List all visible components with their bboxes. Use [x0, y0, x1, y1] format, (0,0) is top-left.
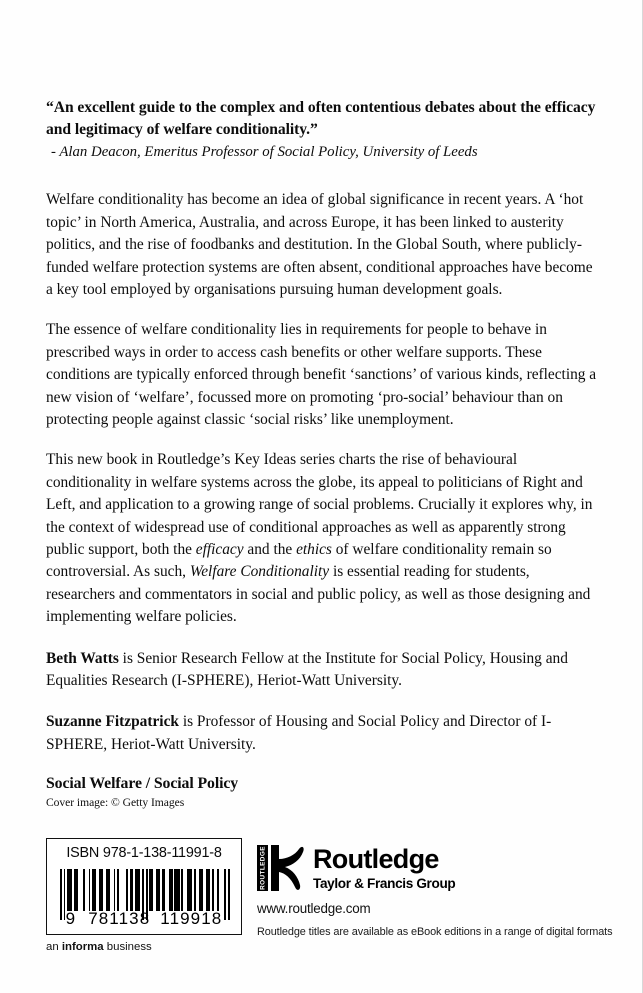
subject-category: Social Welfare / Social Policy	[46, 775, 239, 792]
informa-prefix: an	[46, 941, 62, 953]
publisher-website: www.routledge.com	[257, 900, 371, 916]
endorsement-attribution: - Alan Deacon, Emeritus Professor of Social Policy, University of Leeds	[51, 144, 478, 161]
publisher-group: Taylor & Francis Group	[313, 876, 456, 891]
publisher-logo-block	[257, 845, 455, 916]
blurb-paragraph-1: Welfare conditionality has become an idea of global significance in recent years. A ‘hot topic’ in North America, Australia, and across Europe, it has been linked to austerity politics, and the rise of foodbanks and destitution. In the Global South, where publicly-funded welfare protection systems are often absent, conditional approaches have become a key tool employed by organisations pursuing human development goals.	[46, 191, 593, 298]
informa-business-line	[46, 941, 152, 953]
barcode-bars	[60, 869, 230, 911]
routledge-wordmark	[305, 845, 455, 892]
barcode-digits	[47, 909, 241, 929]
author-bio-beth-watts	[46, 648, 598, 693]
informa-brand: informa	[61, 941, 104, 953]
isbn-label: ISBN 978-1-138-11991-8	[66, 845, 222, 861]
barcode-digit-group-2: 781138	[88, 909, 151, 928]
routledge-vertical-label: ROUTLEDGE	[259, 846, 266, 890]
cover-text-content	[46, 97, 598, 756]
author-bio-suzanne-fitzpatrick	[46, 711, 598, 756]
isbn-barcode	[46, 838, 242, 935]
blurb-p3-italic-efficacy: efficacy	[195, 540, 244, 558]
publisher-name: Routledge	[313, 844, 439, 874]
barcode-digit-group-3: 119918	[160, 909, 223, 928]
barcode-digit-group-1: 9	[65, 909, 77, 928]
blurb-paragraph-3	[46, 449, 598, 628]
cover-image-credit: Cover image: © Getty Images	[46, 796, 185, 809]
subject-block	[46, 775, 446, 809]
author-description-suzanne-fitzpatrick: is Professor of Housing and Social Policy and Director of I-SPHERE, Heriot-Watt University.	[46, 713, 552, 753]
author-name-beth-watts: Beth Watts	[46, 649, 119, 667]
blurb-p3-text-2: and the	[243, 540, 297, 558]
blurb-p3-italic-book-title: Welfare Conditionality	[189, 563, 330, 581]
routledge-r-icon	[257, 845, 305, 891]
routledge-vertical-bar	[257, 845, 268, 891]
blurb-p3-text-3: of welfare conditionality remain so controversial. As such,	[46, 540, 552, 581]
ebook-availability-note: Routledge titles are available as eBook editions in a range of digital formats	[257, 926, 613, 938]
blurb-p3-text-4: is essential reading for students, researchers and commentators in social and public policy, as well as those designing and implementing welfare policies.	[46, 563, 591, 626]
endorsement-quote: “An excellent guide to the complex and often contentious debates about the efficacy and legitimacy of welfare conditionality.”	[46, 99, 596, 139]
blurb-p3-text-1: This new book in Routledge’s Key Ideas series charts the rise of behavioural conditionality in welfare systems across the globe, its appeal to politicians of Right and Left, and application to a growing range of social problems. Crucially it explores why, in the context of widespread use of conditional approaches as well as apparently strong public support, both the	[46, 451, 593, 558]
author-description-beth-watts: is Senior Research Fellow at the Institute for Social Policy, Housing and Equalities Research (I-SPHERE), Heriot-Watt University.	[46, 649, 568, 689]
blurb-paragraph-2: The essence of welfare conditionality lies in requirements for people to behave in prescribed ways in order to access cash benefits or other welfare supports. These conditions are typically enforced through benefit ‘sanctions’ of various kinds, reflecting a new vision of ‘welfare’, focussed more on promoting ‘pro-social’ behaviour than on protecting people against classic ‘social risks’ like unemployment.	[46, 321, 597, 428]
routledge-r-glyph	[269, 845, 305, 891]
blurb-p3-italic-ethics: ethics	[296, 540, 332, 558]
routledge-logo	[257, 845, 455, 892]
informa-suffix: business	[103, 941, 152, 953]
author-name-suzanne-fitzpatrick: Suzanne Fitzpatrick	[46, 713, 179, 731]
